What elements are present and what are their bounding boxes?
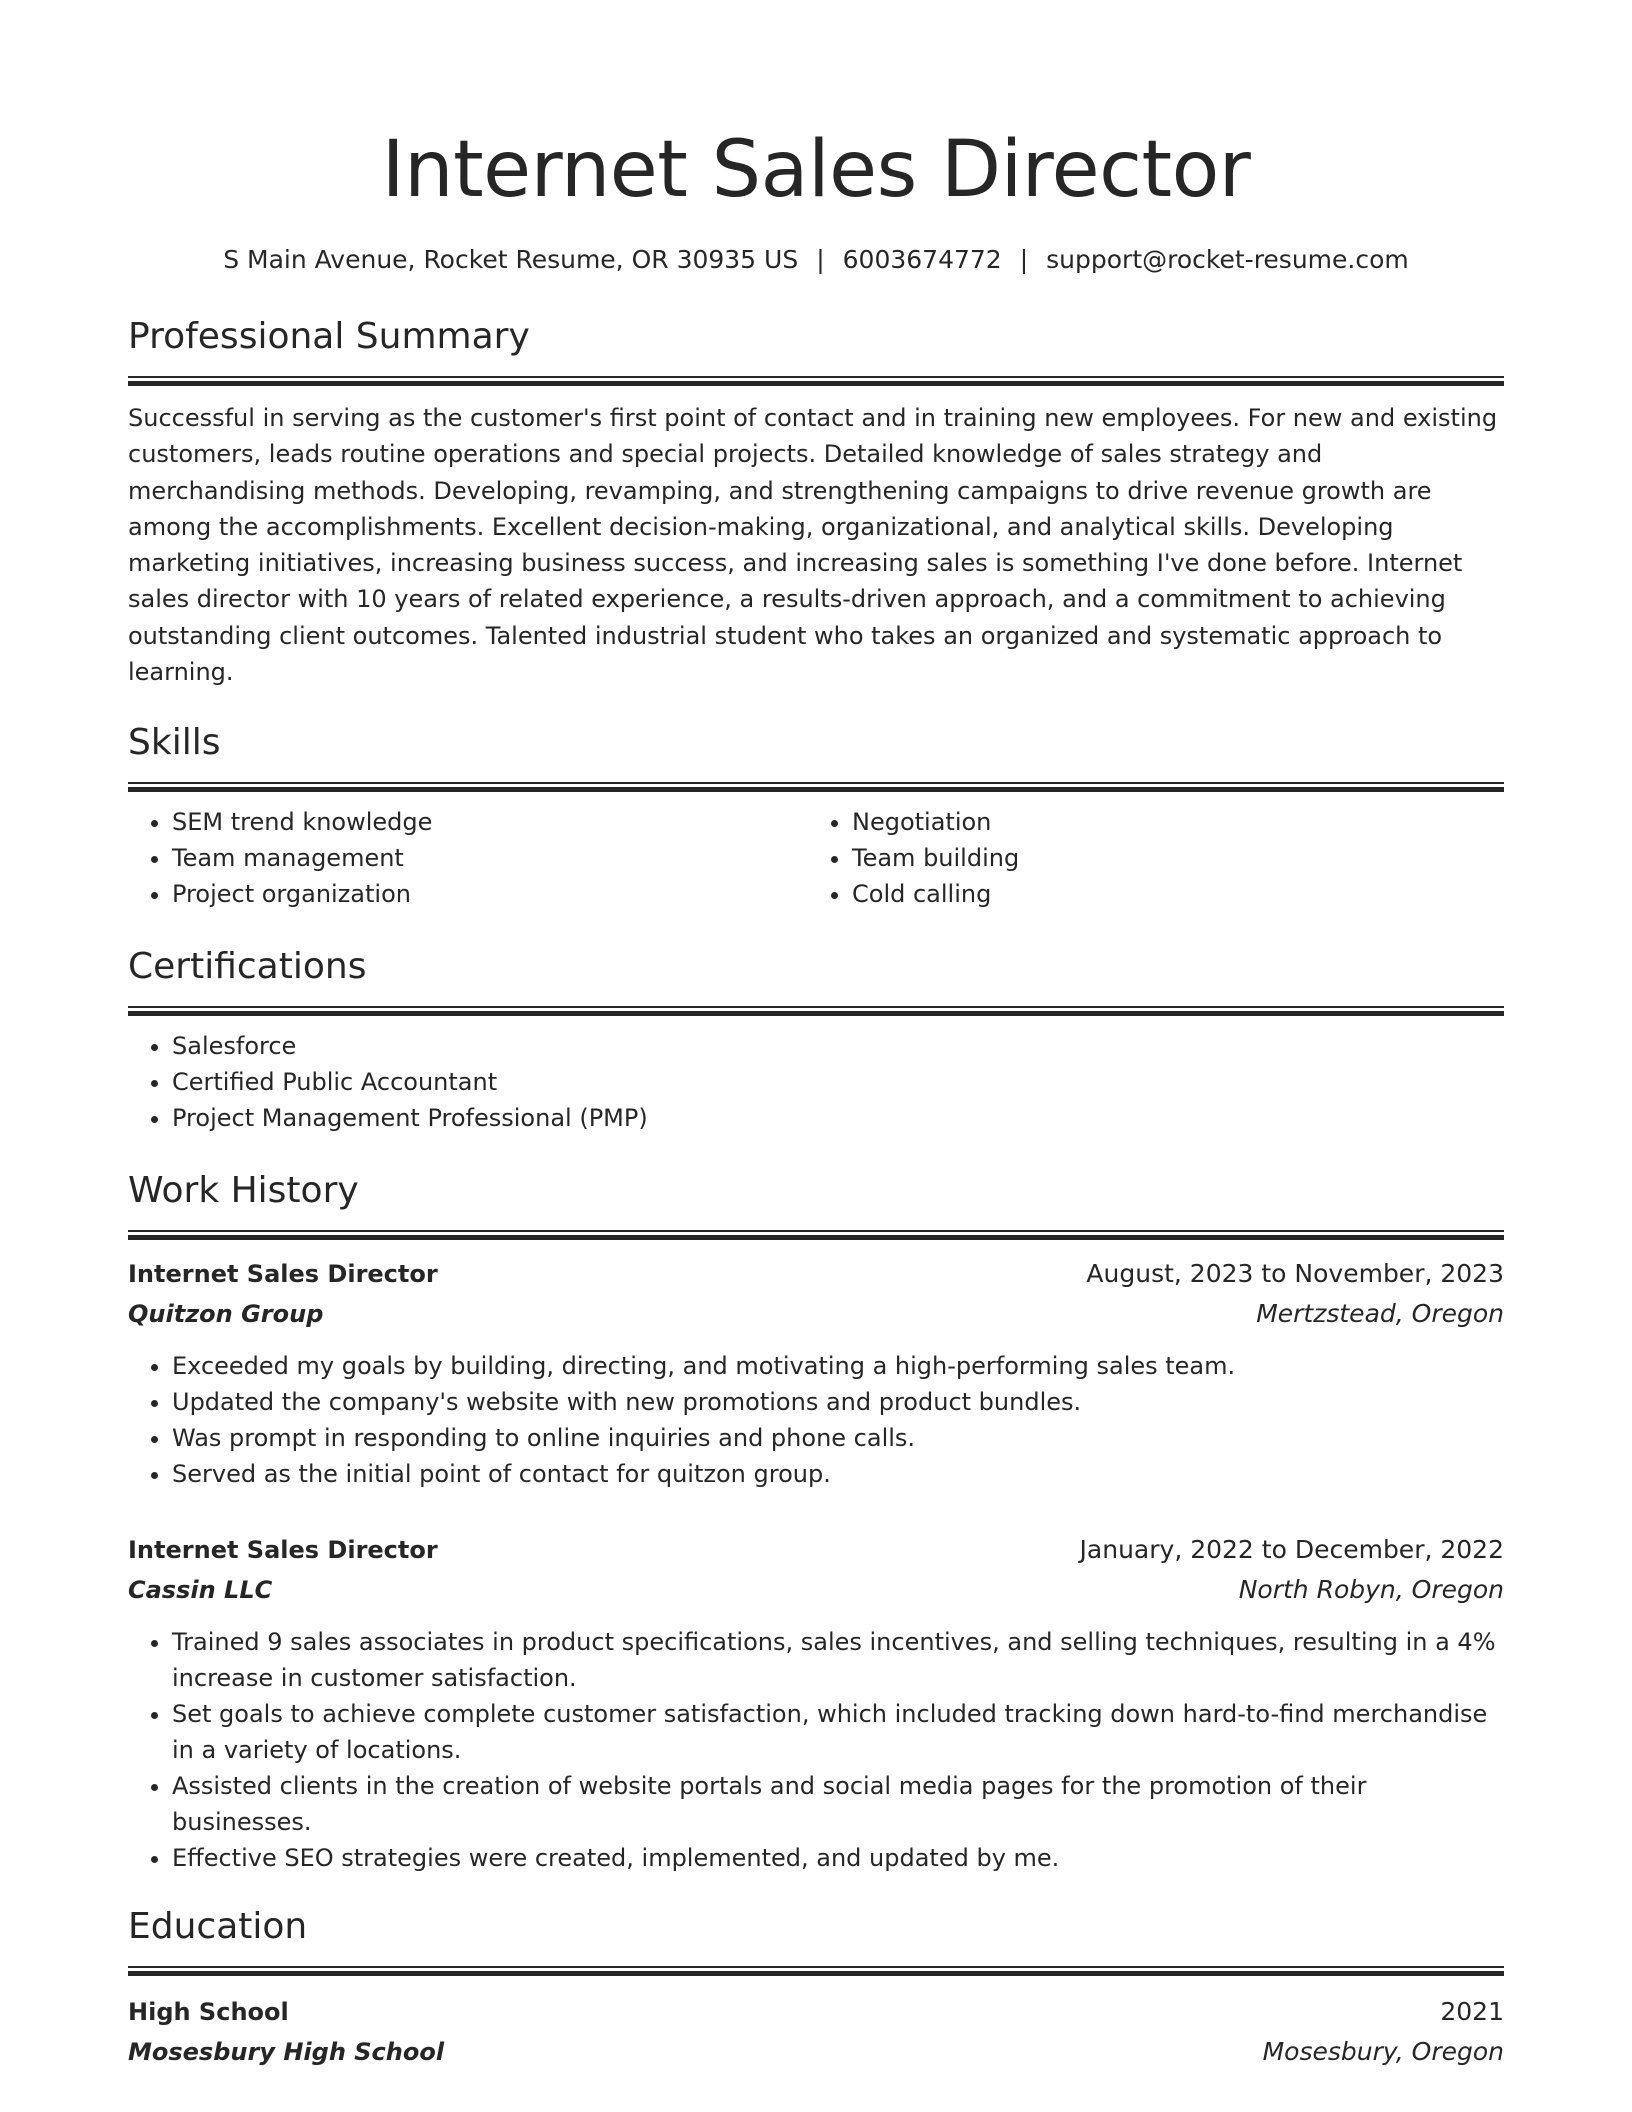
summary-text: Successful in serving as the customer's first point of contact and in training new employees. For new and existing customers, leads routine operations and special projects. Detailed knowledge of sales strategy and merchandising methods. Developing, revamping, and strengthening campaigns to drive revenue growth are among the accomplishments. Excellent decision-making, organizational, and analytical skills. Developing marketing initiatives, increasing business success, and increasing sales is something I've done before. Internet sales director with 10 years of related experience, a results-driven approach, and a commitment to achieving outstanding client outcomes. Talented industrial student who takes an organized and systematic approach to learning. [128,404,1498,687]
education-section [128,1902,1504,2072]
contact-separator: | [816,245,825,274]
job-company: Cassin LLC [128,1576,273,1605]
job-header-row [128,1530,1504,1570]
job-bullet: • Effective SEO strategies were created, implemented, and updated by me. [172,1840,1504,1876]
job-title: Internet Sales Director [128,1536,438,1565]
education-school-row [128,2032,1504,2072]
job-bullet: • Assisted clients in the creation of website portals and social media pages for the promotion of their businesses. [172,1768,1504,1840]
skill-item: • Negotiation [852,804,1488,840]
job-dates: January, 2022 to December, 2022 [1079,1535,1504,1565]
contact-email: support@rocket-resume.com [1046,245,1409,274]
section-title-education: Education [128,1906,308,1948]
job-bullets [128,1624,1504,1876]
job-title: Internet Sales Director [128,1260,438,1289]
education-school: Mosesbury High School [128,2038,445,2067]
section-divider [128,1230,1504,1240]
job-company-row [128,1570,1504,1610]
resume-name: Internet Sales Director [381,125,1251,215]
section-title-summary: Professional Summary [128,316,530,357]
job-bullets [128,1348,1504,1492]
skill-item: • Team building [852,840,1488,876]
job-bullet: • Was prompt in responding to online inquiries and phone calls. [172,1420,1504,1456]
contact-address: S Main Avenue, Rocket Resume, OR 30935 US [223,245,799,274]
job-dates: August, 2023 to November, 2023 [1086,1259,1504,1289]
job-header-row [128,1254,1504,1294]
summary-section [128,312,1504,690]
skill-item: • SEM trend knowledge [172,804,808,840]
job-location: North Robyn, Oregon [1238,1575,1504,1605]
skill-item: • Project organization [172,876,808,912]
job-bullet: • Set goals to achieve complete customer satisfaction, which included tracking down hard-to-find merchandise in a variety of locations. [172,1696,1504,1768]
job-bullet: • Trained 9 sales associates in product specifications, sales incentives, and selling techniques, resulting in a 4% increase in customer satisfaction. [172,1624,1504,1696]
section-title-skills: Skills [128,722,221,764]
skills-section [128,718,1504,912]
section-divider [128,782,1504,792]
education-year: 2021 [1440,1997,1504,2027]
certification-item: • Salesforce [172,1028,1504,1064]
skill-item: • Cold calling [852,876,1488,912]
skills-grid [128,804,1504,912]
job-entry [128,1254,1504,1492]
skill-item: • Team management [172,840,808,876]
work-history-section [128,1166,1504,1876]
job-entry [128,1530,1504,1876]
certifications-list [128,1028,1504,1136]
section-divider [128,1966,1504,1976]
job-bullet: • Exceeded my goals by building, directing, and motivating a high-performing sales team. [172,1348,1504,1384]
job-bullet: • Served as the initial point of contact for quitzon group. [172,1456,1504,1492]
section-divider [128,1006,1504,1016]
job-company-row [128,1294,1504,1334]
education-degree: High School [128,1998,289,2027]
section-title-work-history: Work History [128,1170,359,1212]
certification-item: • Certified Public Accountant [172,1064,1504,1100]
job-location: Mertzstead, Oregon [1256,1299,1504,1329]
section-divider [128,376,1504,386]
education-entry [128,1992,1504,2072]
skills-list-left [128,804,808,912]
job-bullet: • Updated the company's website with new promotions and product bundles. [172,1384,1504,1420]
education-header-row [128,1992,1504,2032]
certification-item: • Project Management Professional (PMP) [172,1100,1504,1136]
section-title-certifications: Certifications [128,946,367,988]
certifications-section [128,942,1504,1136]
contact-separator: | [1019,245,1029,274]
contact-line [128,242,1504,278]
skills-list-right [808,804,1488,912]
job-company: Quitzon Group [128,1300,324,1329]
education-location: Mosesbury, Oregon [1262,2037,1504,2067]
contact-phone: 6003674772 [842,245,1002,274]
